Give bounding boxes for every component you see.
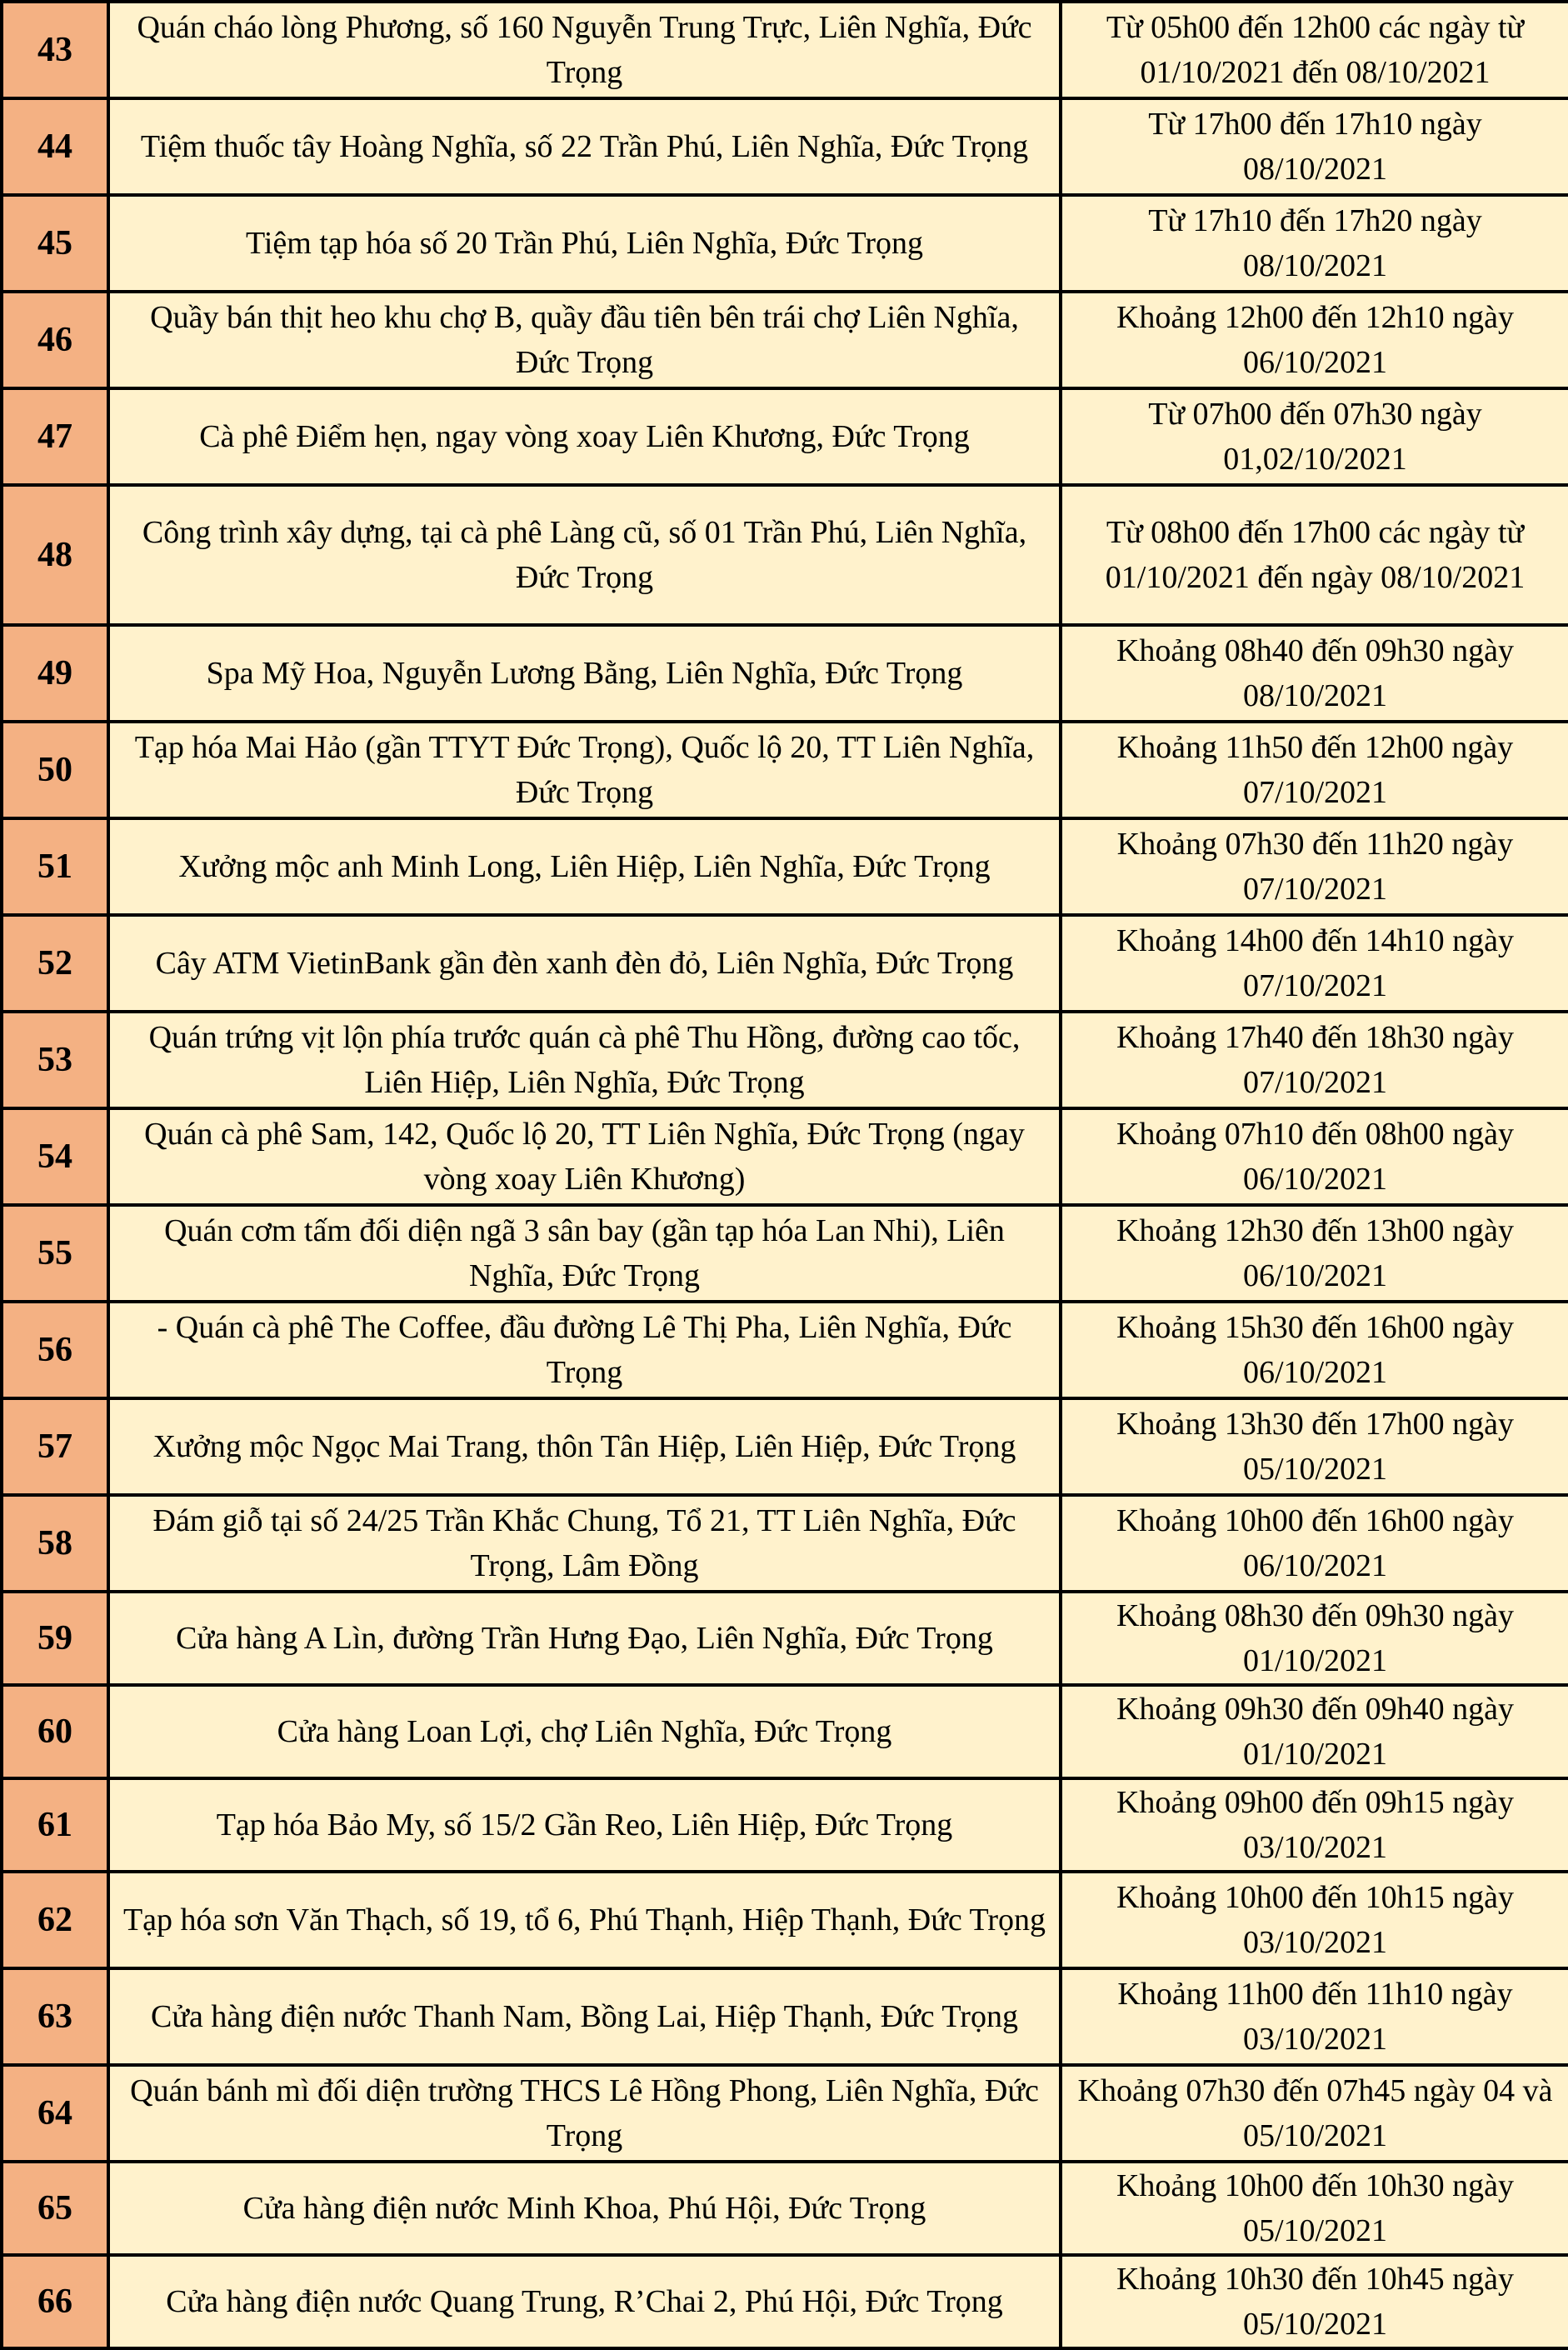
- row-number: 53: [2, 1012, 108, 1108]
- row-number: 64: [2, 2065, 108, 2162]
- table-row: [2, 1012, 1568, 1108]
- row-number: 54: [2, 1108, 108, 1205]
- table-row: [2, 1592, 1568, 1685]
- time-cell: Khoảng 12h00 đến 12h10 ngày 06/10/2021: [1061, 292, 1568, 388]
- time-cell: Khoảng 10h30 đến 10h45 ngày 05/10/2021: [1061, 2255, 1568, 2348]
- location-cell: Tạp hóa Bảo My, số 15/2 Gần Reo, Liên Hiệp, Đức Trọng: [108, 1778, 1061, 1872]
- location-cell: Đám giỗ tại số 24/25 Trần Khắc Chung, Tổ 21, TT Liên Nghĩa, Đức Trọng, Lâm Đồng: [108, 1495, 1061, 1592]
- time-cell: Khoảng 09h30 đến 09h40 ngày 01/10/2021: [1061, 1685, 1568, 1778]
- time-cell: Khoảng 14h00 đến 14h10 ngày 07/10/2021: [1061, 915, 1568, 1012]
- row-number: 46: [2, 292, 108, 388]
- location-cell: Cửa hàng A Lìn, đường Trần Hưng Đạo, Liên Nghĩa, Đức Trọng: [108, 1592, 1061, 1685]
- time-cell: Khoảng 07h10 đến 08h00 ngày 06/10/2021: [1061, 1108, 1568, 1205]
- row-number: 60: [2, 1685, 108, 1778]
- table-row: [2, 388, 1568, 485]
- row-number: 66: [2, 2255, 108, 2348]
- row-number: 50: [2, 722, 108, 818]
- table-row: [2, 485, 1568, 625]
- row-number: 61: [2, 1778, 108, 1872]
- location-cell: Tạp hóa sơn Văn Thạch, số 19, tổ 6, Phú Thạnh, Hiệp Thạnh, Đức Trọng: [108, 1872, 1061, 1968]
- time-cell: Khoảng 08h40 đến 09h30 ngày 08/10/2021: [1061, 625, 1568, 722]
- row-number: 56: [2, 1302, 108, 1398]
- time-cell: Khoảng 17h40 đến 18h30 ngày 07/10/2021: [1061, 1012, 1568, 1108]
- time-cell: Khoảng 10h00 đến 10h15 ngày 03/10/2021: [1061, 1872, 1568, 1968]
- row-number: 47: [2, 388, 108, 485]
- location-cell: Cửa hàng điện nước Minh Khoa, Phú Hội, Đức Trọng: [108, 2162, 1061, 2255]
- table-row: [2, 1108, 1568, 1205]
- row-number: 62: [2, 1872, 108, 1968]
- location-cell: Công trình xây dựng, tại cà phê Làng cũ, số 01 Trần Phú, Liên Nghĩa, Đức Trọng: [108, 485, 1061, 625]
- location-cell: Tiệm thuốc tây Hoàng Nghĩa, số 22 Trần Phú, Liên Nghĩa, Đức Trọng: [108, 98, 1061, 195]
- location-cell: Spa Mỹ Hoa, Nguyễn Lương Bằng, Liên Nghĩa, Đức Trọng: [108, 625, 1061, 722]
- table-row: [2, 98, 1568, 195]
- table-row: [2, 1302, 1568, 1398]
- table-row: [2, 1778, 1568, 1872]
- time-cell: Khoảng 07h30 đến 11h20 ngày 07/10/2021: [1061, 818, 1568, 915]
- location-cell: Quán bánh mì đối diện trường THCS Lê Hồng Phong, Liên Nghĩa, Đức Trọng: [108, 2065, 1061, 2162]
- row-number: 52: [2, 915, 108, 1012]
- time-cell: Khoảng 10h00 đến 16h00 ngày 06/10/2021: [1061, 1495, 1568, 1592]
- row-number: 45: [2, 195, 108, 292]
- table-body: [2, 2, 1568, 2348]
- table-row: [2, 1872, 1568, 1968]
- table-row: [2, 2162, 1568, 2255]
- time-cell: Khoảng 12h30 đến 13h00 ngày 06/10/2021: [1061, 1205, 1568, 1302]
- table-row: [2, 2255, 1568, 2348]
- table-row: [2, 722, 1568, 818]
- time-cell: Khoảng 11h00 đến 11h10 ngày 03/10/2021: [1061, 1968, 1568, 2065]
- location-cell: Tạp hóa Mai Hảo (gần TTYT Đức Trọng), Quốc lộ 20, TT Liên Nghĩa, Đức Trọng: [108, 722, 1061, 818]
- location-cell: Xưởng mộc Ngọc Mai Trang, thôn Tân Hiệp, Liên Hiệp, Đức Trọng: [108, 1398, 1061, 1495]
- time-cell: Khoảng 07h30 đến 07h45 ngày 04 và 05/10/2021: [1061, 2065, 1568, 2162]
- row-number: 65: [2, 2162, 108, 2255]
- location-cell: Quán cháo lòng Phương, số 160 Nguyễn Trung Trực, Liên Nghĩa, Đức Trọng: [108, 2, 1061, 98]
- location-cell: Cây ATM VietinBank gần đèn xanh đèn đỏ, Liên Nghĩa, Đức Trọng: [108, 915, 1061, 1012]
- table-row: [2, 1685, 1568, 1778]
- row-number: 44: [2, 98, 108, 195]
- time-cell: Từ 17h00 đến 17h10 ngày 08/10/2021: [1061, 98, 1568, 195]
- location-cell: Cửa hàng điện nước Quang Trung, R’Chai 2, Phú Hội, Đức Trọng: [108, 2255, 1061, 2348]
- table-row: [2, 818, 1568, 915]
- location-cell: Tiệm tạp hóa số 20 Trần Phú, Liên Nghĩa, Đức Trọng: [108, 195, 1061, 292]
- table-row: [2, 195, 1568, 292]
- time-cell: Khoảng 11h50 đến 12h00 ngày 07/10/2021: [1061, 722, 1568, 818]
- table-row: [2, 1205, 1568, 1302]
- location-cell: Cà phê Điểm hẹn, ngay vòng xoay Liên Khương, Đức Trọng: [108, 388, 1061, 485]
- row-number: 51: [2, 818, 108, 915]
- time-cell: Từ 17h10 đến 17h20 ngày 08/10/2021: [1061, 195, 1568, 292]
- location-cell: Quán cơm tấm đối diện ngã 3 sân bay (gần tạp hóa Lan Nhi), Liên Nghĩa, Đức Trọng: [108, 1205, 1061, 1302]
- time-cell: Khoảng 15h30 đến 16h00 ngày 06/10/2021: [1061, 1302, 1568, 1398]
- location-cell: Quán cà phê Sam, 142, Quốc lộ 20, TT Liên Nghĩa, Đức Trọng (ngay vòng xoay Liên Khương): [108, 1108, 1061, 1205]
- table-row: [2, 625, 1568, 722]
- location-cell: Quán trứng vịt lộn phía trước quán cà phê Thu Hồng, đường cao tốc, Liên Hiệp, Liên Nghĩa, Đức Trọng: [108, 1012, 1061, 1108]
- time-cell: Từ 07h00 đến 07h30 ngày 01,02/10/2021: [1061, 388, 1568, 485]
- row-number: 49: [2, 625, 108, 722]
- row-number: 59: [2, 1592, 108, 1685]
- table-row: [2, 915, 1568, 1012]
- location-cell: Cửa hàng Loan Lợi, chợ Liên Nghĩa, Đức Trọng: [108, 1685, 1061, 1778]
- location-cell: Cửa hàng điện nước Thanh Nam, Bồng Lai, Hiệp Thạnh, Đức Trọng: [108, 1968, 1061, 2065]
- table-row: [2, 1398, 1568, 1495]
- table-row: [2, 1968, 1568, 2065]
- table-row: [2, 2065, 1568, 2162]
- location-cell: - Quán cà phê The Coffee, đầu đường Lê Thị Pha, Liên Nghĩa, Đức Trọng: [108, 1302, 1061, 1398]
- row-number: 57: [2, 1398, 108, 1495]
- time-cell: Khoảng 08h30 đến 09h30 ngày 01/10/2021: [1061, 1592, 1568, 1685]
- table-row: [2, 1495, 1568, 1592]
- location-cell: Xưởng mộc anh Minh Long, Liên Hiệp, Liên Nghĩa, Đức Trọng: [108, 818, 1061, 915]
- location-cell: Quầy bán thịt heo khu chợ B, quầy đầu tiên bên trái chợ Liên Nghĩa, Đức Trọng: [108, 292, 1061, 388]
- row-number: 58: [2, 1495, 108, 1592]
- time-cell: Từ 05h00 đến 12h00 các ngày từ 01/10/2021 đến 08/10/2021: [1061, 2, 1568, 98]
- time-cell: Khoảng 10h00 đến 10h30 ngày 05/10/2021: [1061, 2162, 1568, 2255]
- row-number: 55: [2, 1205, 108, 1302]
- row-number: 48: [2, 485, 108, 625]
- row-number: 43: [2, 2, 108, 98]
- time-cell: Từ 08h00 đến 17h00 các ngày từ 01/10/2021 đến ngày 08/10/2021: [1061, 485, 1568, 625]
- table-row: [2, 2, 1568, 98]
- time-cell: Khoảng 13h30 đến 17h00 ngày 05/10/2021: [1061, 1398, 1568, 1495]
- table-row: [2, 292, 1568, 388]
- row-number: 63: [2, 1968, 108, 2065]
- time-cell: Khoảng 09h00 đến 09h15 ngày 03/10/2021: [1061, 1778, 1568, 1872]
